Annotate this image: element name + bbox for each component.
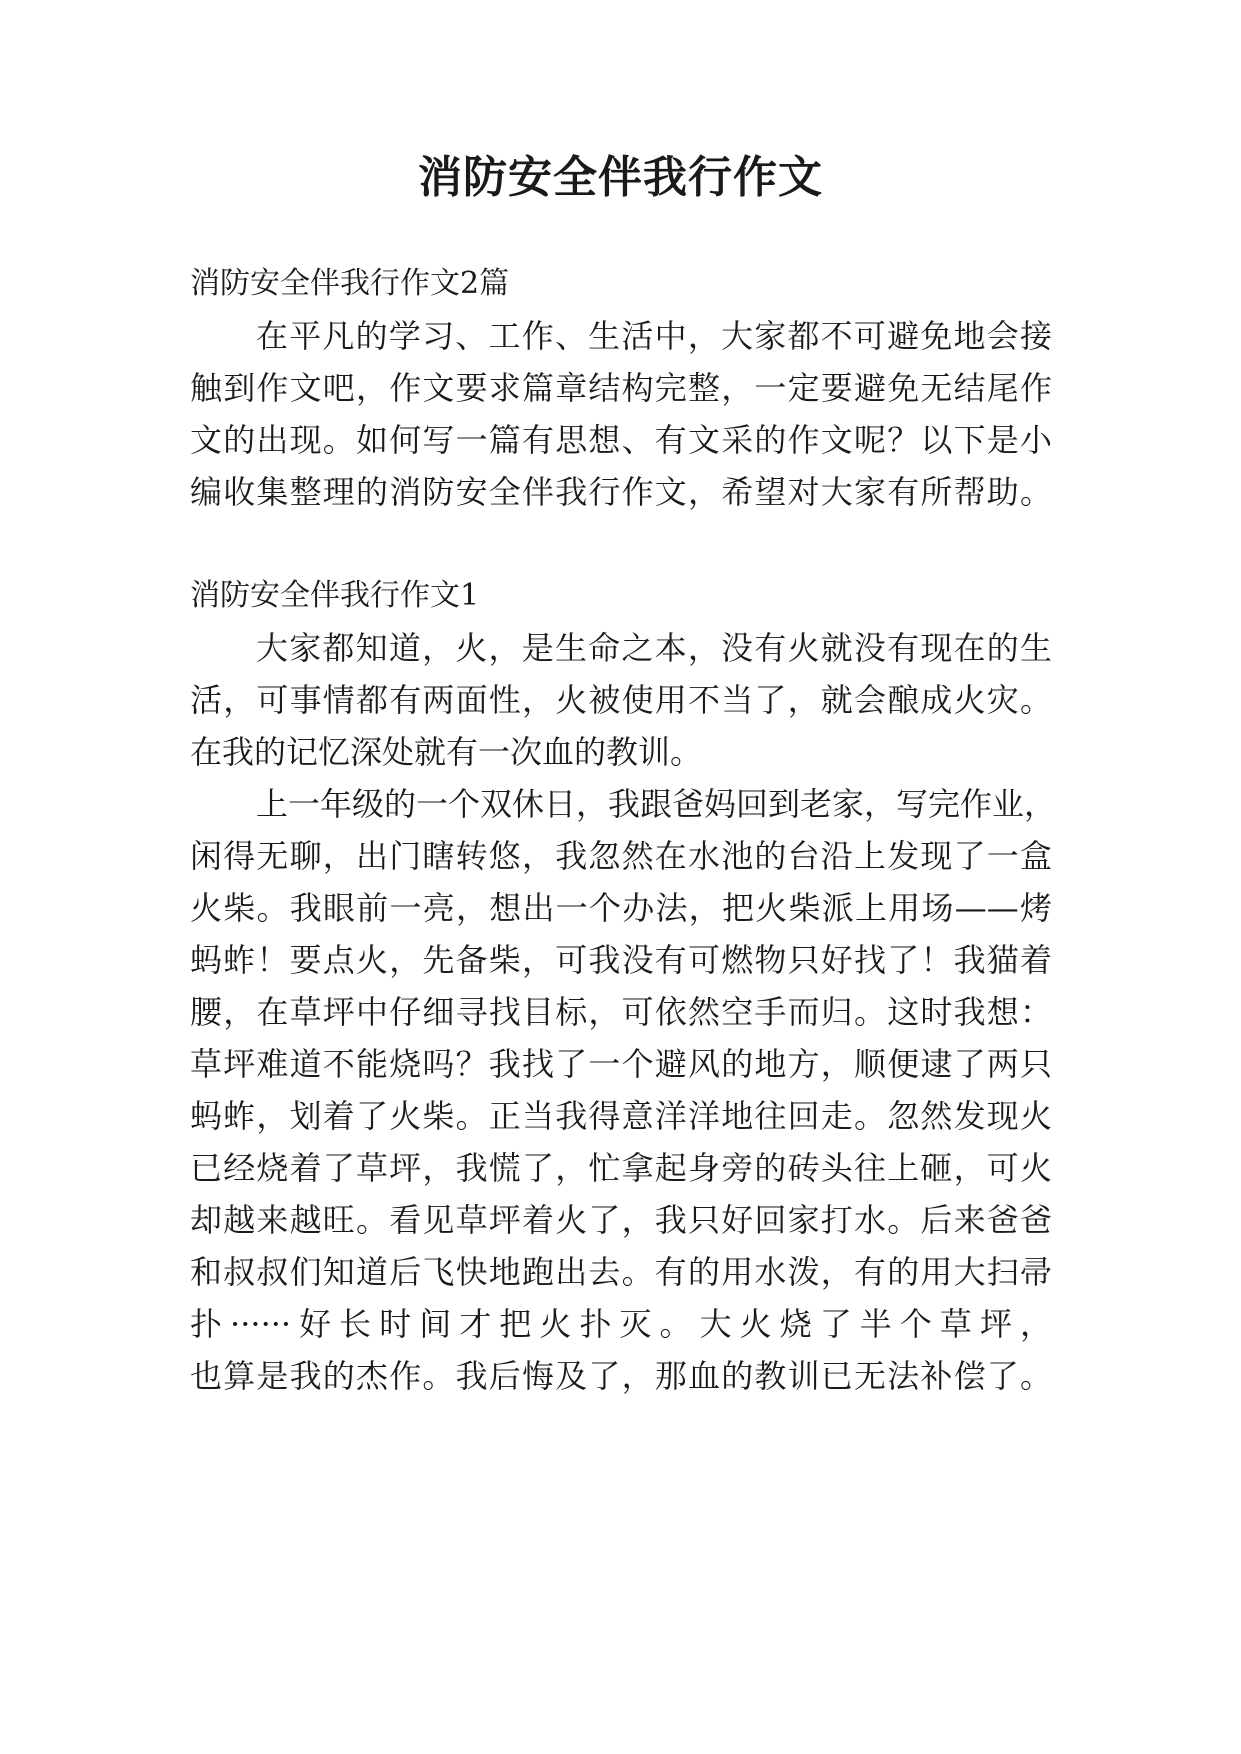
body-paragraph-line: 已经烧着了草坪，我慌了，忙拿起身旁的砖头往上砸，可火 [190,1149,1052,1187]
body-paragraph-line: 火柴。我眼前一亮，想出一个办法，把火柴派上用场——烤 [190,889,1052,927]
intro-paragraph-line: 在平凡的学习、工作、生活中，大家都不可避免地会接 [256,317,1052,355]
body-paragraph-line: 却越来越旺。看见草坪着火了，我只好回家打水。后来爸爸 [190,1201,1052,1239]
document-title: 消防安全伴我行作文 [418,152,823,203]
body-paragraph-line: 扑······好长时间才把火扑灭。大火烧了半个草坪， [190,1305,1052,1343]
body-paragraph-line: 闲得无聊，出门瞎转悠，我忽然在水池的台沿上发现了一盒 [190,837,1052,875]
intro-paragraph-line: 文的出现。如何写一篇有思想、有文采的作文呢？以下是小 [190,421,1052,459]
body-paragraph-line: 蚂蚱！要点火，先备柴，可我没有可燃物只好找了！我猫着 [190,941,1052,979]
body-paragraph-line: 也算是我的杰作。我后悔及了，那血的教训已无法补偿了。 [190,1357,1052,1395]
body-paragraph-line: 蚂蚱，划着了火柴。正当我得意洋洋地往回走。忽然发现火 [190,1097,1052,1135]
body-paragraph-line: 和叔叔们知道后飞快地跑出去。有的用水泼，有的用大扫帚 [190,1253,1052,1291]
body-paragraph-line: 草坪难道不能烧吗？我找了一个避风的地方，顺便逮了两只 [190,1045,1052,1083]
subtitle-line: 消防安全伴我行作文2篇 [190,266,510,301]
body-paragraph-line: 大家都知道，火，是生命之本，没有火就没有现在的生 [256,629,1052,667]
body-paragraph-line: 活，可事情都有两面性，火被使用不当了，就会酿成火灾。 [190,681,1052,719]
section-heading: 消防安全伴我行作文1 [190,578,480,613]
intro-paragraph-line: 编收集整理的消防安全伴我行作文，希望对大家有所帮助。 [190,473,1052,511]
body-paragraph-line: 腰，在草坪中仔细寻找目标，可依然空手而归。这时我想： [190,993,1052,1031]
body-paragraph-line: 在我的记忆深处就有一次血的教训。 [190,733,703,771]
intro-paragraph-line: 触到作文吧，作文要求篇章结构完整，一定要避免无结尾作 [190,369,1052,407]
body-paragraph-line: 上一年级的一个双休日，我跟爸妈回到老家，写完作业， [256,785,1057,823]
